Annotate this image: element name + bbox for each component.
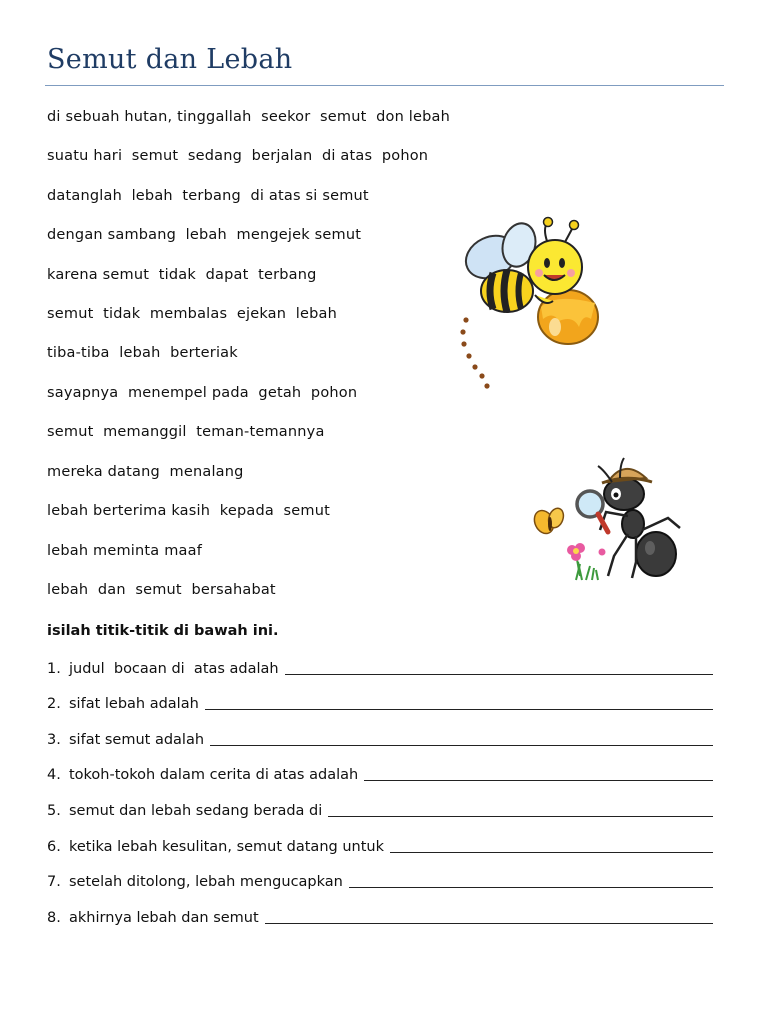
answer-blank[interactable] (364, 768, 713, 781)
story-line: dengan sambang lebah mengejek semut (47, 227, 362, 243)
ant-illustration (528, 452, 693, 587)
flight-trail (460, 317, 489, 388)
answer-blank[interactable] (205, 697, 713, 710)
question-number: 1. (47, 661, 61, 677)
story-line: karena semut tidak dapat terbang (47, 267, 317, 283)
question-number: 2. (47, 696, 61, 712)
story-line: tiba-tiba lebah berteriak (47, 345, 238, 361)
question-row (47, 839, 713, 855)
question-text: sifat lebah adalah (69, 696, 199, 712)
bee-illustration (455, 215, 605, 400)
butterfly (531, 506, 566, 536)
answer-blank[interactable] (210, 733, 713, 746)
question-row (47, 874, 713, 890)
story-line: semut memanggil teman-temannya (47, 424, 325, 440)
question-number: 6. (47, 839, 61, 855)
question-text: ketika lebah kesulitan, semut datang untuk (69, 839, 384, 855)
question-text: sifat semut adalah (69, 732, 205, 748)
question-row (47, 767, 713, 783)
story-line: sayapnya menempel pada getah pohon (47, 385, 358, 401)
question-number: 8. (47, 910, 61, 926)
story-line: datanglah lebah terbang di atas si semut (47, 188, 369, 204)
question-number: 5. (47, 803, 61, 819)
question-row (47, 696, 713, 712)
question-row (47, 910, 713, 926)
question-row (47, 803, 713, 819)
question-text: setelah ditolong, lebah mengucapkan (69, 874, 343, 890)
question-text: tokoh-tokoh dalam cerita di atas adalah (69, 767, 359, 783)
story-line: suatu hari semut sedang berjalan di atas pohon (47, 148, 429, 164)
story-line: lebah dan semut bersahabat (47, 582, 276, 598)
question-row (47, 732, 713, 748)
title-divider (45, 85, 724, 86)
page-title: Semut dan Lebah (47, 44, 293, 75)
answer-blank[interactable] (265, 911, 713, 924)
answer-blank[interactable] (390, 840, 713, 853)
instruction-text: isilah titik-titik di bawah ini. (47, 623, 279, 639)
question-row (47, 661, 713, 677)
answer-blank[interactable] (328, 804, 713, 817)
answer-blank[interactable] (349, 875, 713, 888)
story-line: lebah meminta maaf (47, 543, 203, 559)
story-line: mereka datang menalang (47, 464, 244, 480)
question-number: 3. (47, 732, 61, 748)
question-number: 7. (47, 874, 61, 890)
story-line: semut tidak membalas ejekan lebah (47, 306, 337, 322)
question-text: semut dan lebah sedang berada di (69, 803, 323, 819)
answer-blank[interactable] (285, 662, 713, 675)
story-line: di sebuah hutan, tinggallah seekor semut don lebah (47, 109, 451, 125)
question-text: judul bocaan di atas adalah (69, 661, 279, 677)
question-number: 4. (47, 767, 61, 783)
story-line: lebah berterima kasih kepada semut (47, 503, 331, 519)
flower (567, 543, 606, 576)
question-text: akhirnya lebah dan semut (69, 910, 259, 926)
